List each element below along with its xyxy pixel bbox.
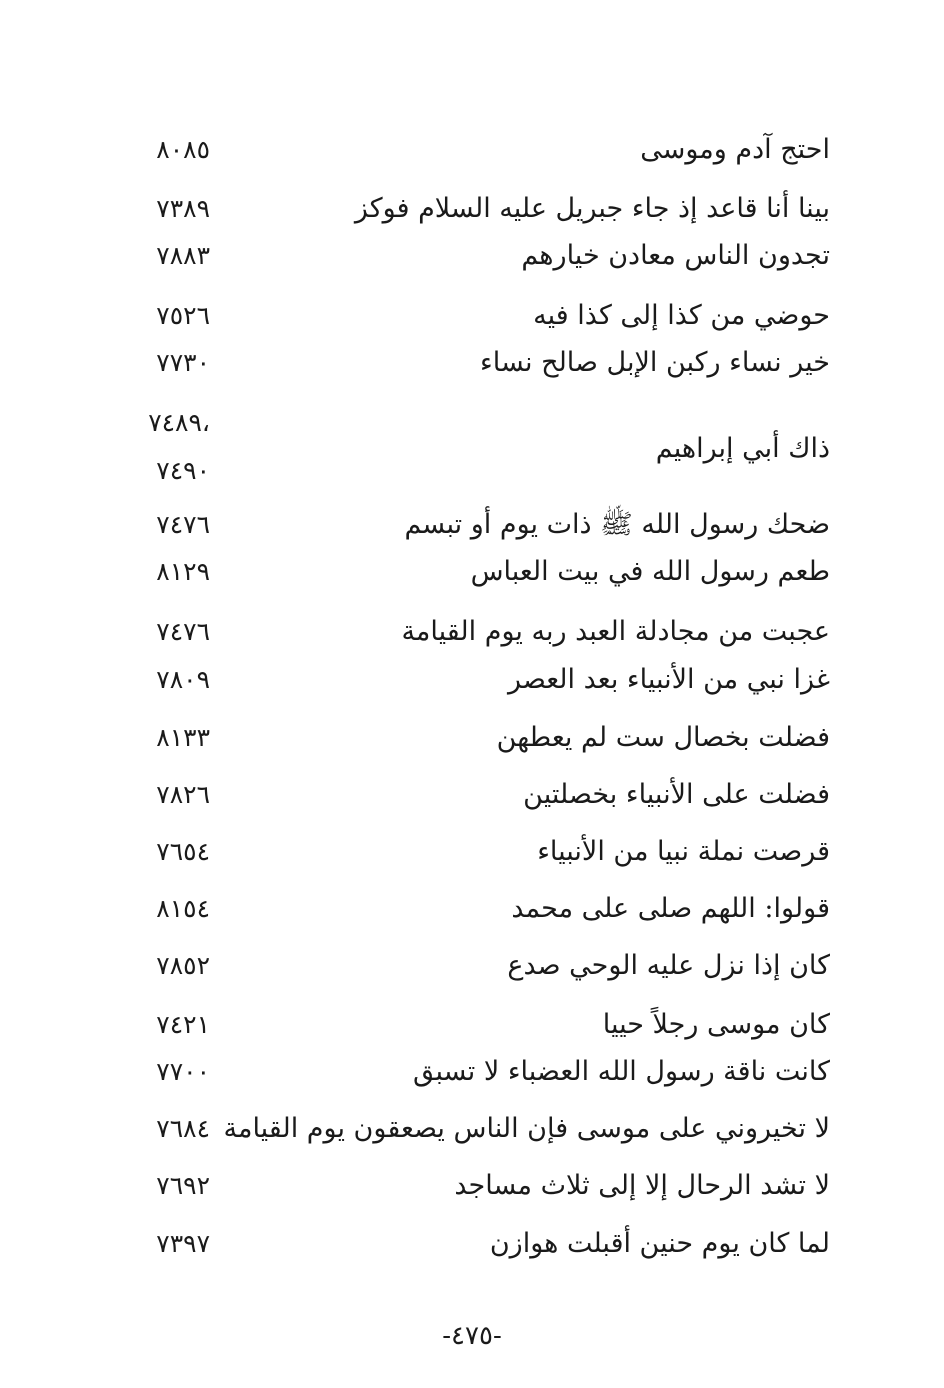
- hadith-number-second: ٧٤٩٠: [156, 456, 210, 485]
- index-entry: [130, 1052, 830, 1112]
- hadith-text: حوضي من كذا إلى كذا فيه: [533, 300, 830, 331]
- hadith-number: ٨١٢٩: [156, 557, 210, 586]
- hadith-text: ذاك أبي إبراهيم: [655, 433, 830, 464]
- hadith-text: قرصت نملة نبيا من الأنبياء: [537, 836, 830, 867]
- hadith-number: ٧٧٣٠: [156, 348, 210, 377]
- hadith-number: ٧٦٥٤: [156, 837, 210, 866]
- index-entry: [130, 1109, 830, 1169]
- hadith-text: لا تخيروني على موسى فإن الناس يصعقون يوم القيامة: [223, 1113, 830, 1144]
- hadith-number: ٧٤٧٦: [156, 617, 210, 646]
- hadith-text: طعم رسول الله في بيت العباس: [470, 556, 830, 587]
- hadith-text: فضلت بخصال ست لم يعطهن: [496, 722, 830, 753]
- index-entry: [130, 718, 830, 778]
- hadith-number: ٧٥٢٦: [156, 301, 210, 330]
- hadith-number: ٧٦٩٢: [156, 1171, 210, 1200]
- index-entry: [130, 889, 830, 949]
- index-entry: [130, 775, 830, 835]
- index-entry: [130, 832, 830, 892]
- hadith-text: خير نساء ركبن الإبل صالح نساء: [480, 347, 830, 378]
- hadith-number: ،٧٤٨٩: [148, 408, 210, 437]
- hadith-text: لا تشد الرحال إلا إلى ثلاث مساجد: [454, 1170, 830, 1201]
- hadith-text: تجدون الناس معادن خيارهم: [521, 240, 830, 271]
- hadith-text: كانت ناقة رسول الله العضباء لا تسبق: [413, 1056, 830, 1087]
- hadith-text: كان إذا نزل عليه الوحي صدع: [507, 950, 830, 981]
- hadith-text: ضحك رسول الله ﷺ ذات يوم أو تبسم: [404, 509, 830, 540]
- index-entry: [130, 403, 830, 503]
- index-entry: [130, 660, 830, 720]
- index-entry: [130, 236, 830, 296]
- hadith-number: ٧٨٥٢: [156, 951, 210, 980]
- index-entry: [130, 946, 830, 1006]
- hadith-number: ٧٣٨٩: [156, 194, 210, 223]
- hadith-text: بينا أنا قاعد إذ جاء جبريل عليه السلام فوكز: [354, 193, 830, 224]
- index-entry: [130, 552, 830, 612]
- hadith-text: كان موسى رجلاً حييا: [602, 1009, 830, 1040]
- hadith-text: لما كان يوم حنين أقبلت هوازن: [489, 1228, 830, 1259]
- hadith-number: ٧٨٢٦: [156, 780, 210, 809]
- index-entry: [130, 343, 830, 403]
- hadith-text: قولوا: اللهم صلى على محمد: [511, 893, 830, 924]
- index-entry: [130, 130, 830, 190]
- hadith-text: احتج آدم وموسى: [640, 134, 830, 165]
- hadith-text: فضلت على الأنبياء بخصلتين: [523, 779, 830, 810]
- hadith-number: ٧٤٧٦: [156, 510, 210, 539]
- hadith-text: عجبت من مجادلة العبد ربه يوم القيامة: [401, 616, 830, 647]
- hadith-number: ٨٠٨٥: [156, 135, 210, 164]
- index-entry: [130, 1166, 830, 1226]
- hadith-number: ٨١٣٣: [156, 723, 210, 752]
- page-number: -٤٧٥-: [442, 1321, 502, 1351]
- hadith-number: ٧٣٩٧: [156, 1229, 210, 1258]
- index-entry: [130, 1224, 830, 1284]
- hadith-number: ٧٨٠٩: [156, 665, 210, 694]
- hadith-number: ٧٧٠٠: [156, 1057, 210, 1086]
- hadith-text: غزا نبي من الأنبياء بعد العصر: [507, 664, 830, 695]
- hadith-number: ٨١٥٤: [156, 894, 210, 923]
- hadith-number: ٧٦٨٤: [156, 1114, 210, 1143]
- hadith-number: ٧٨٨٣: [156, 241, 210, 270]
- hadith-number: ٧٤٢١: [156, 1010, 210, 1039]
